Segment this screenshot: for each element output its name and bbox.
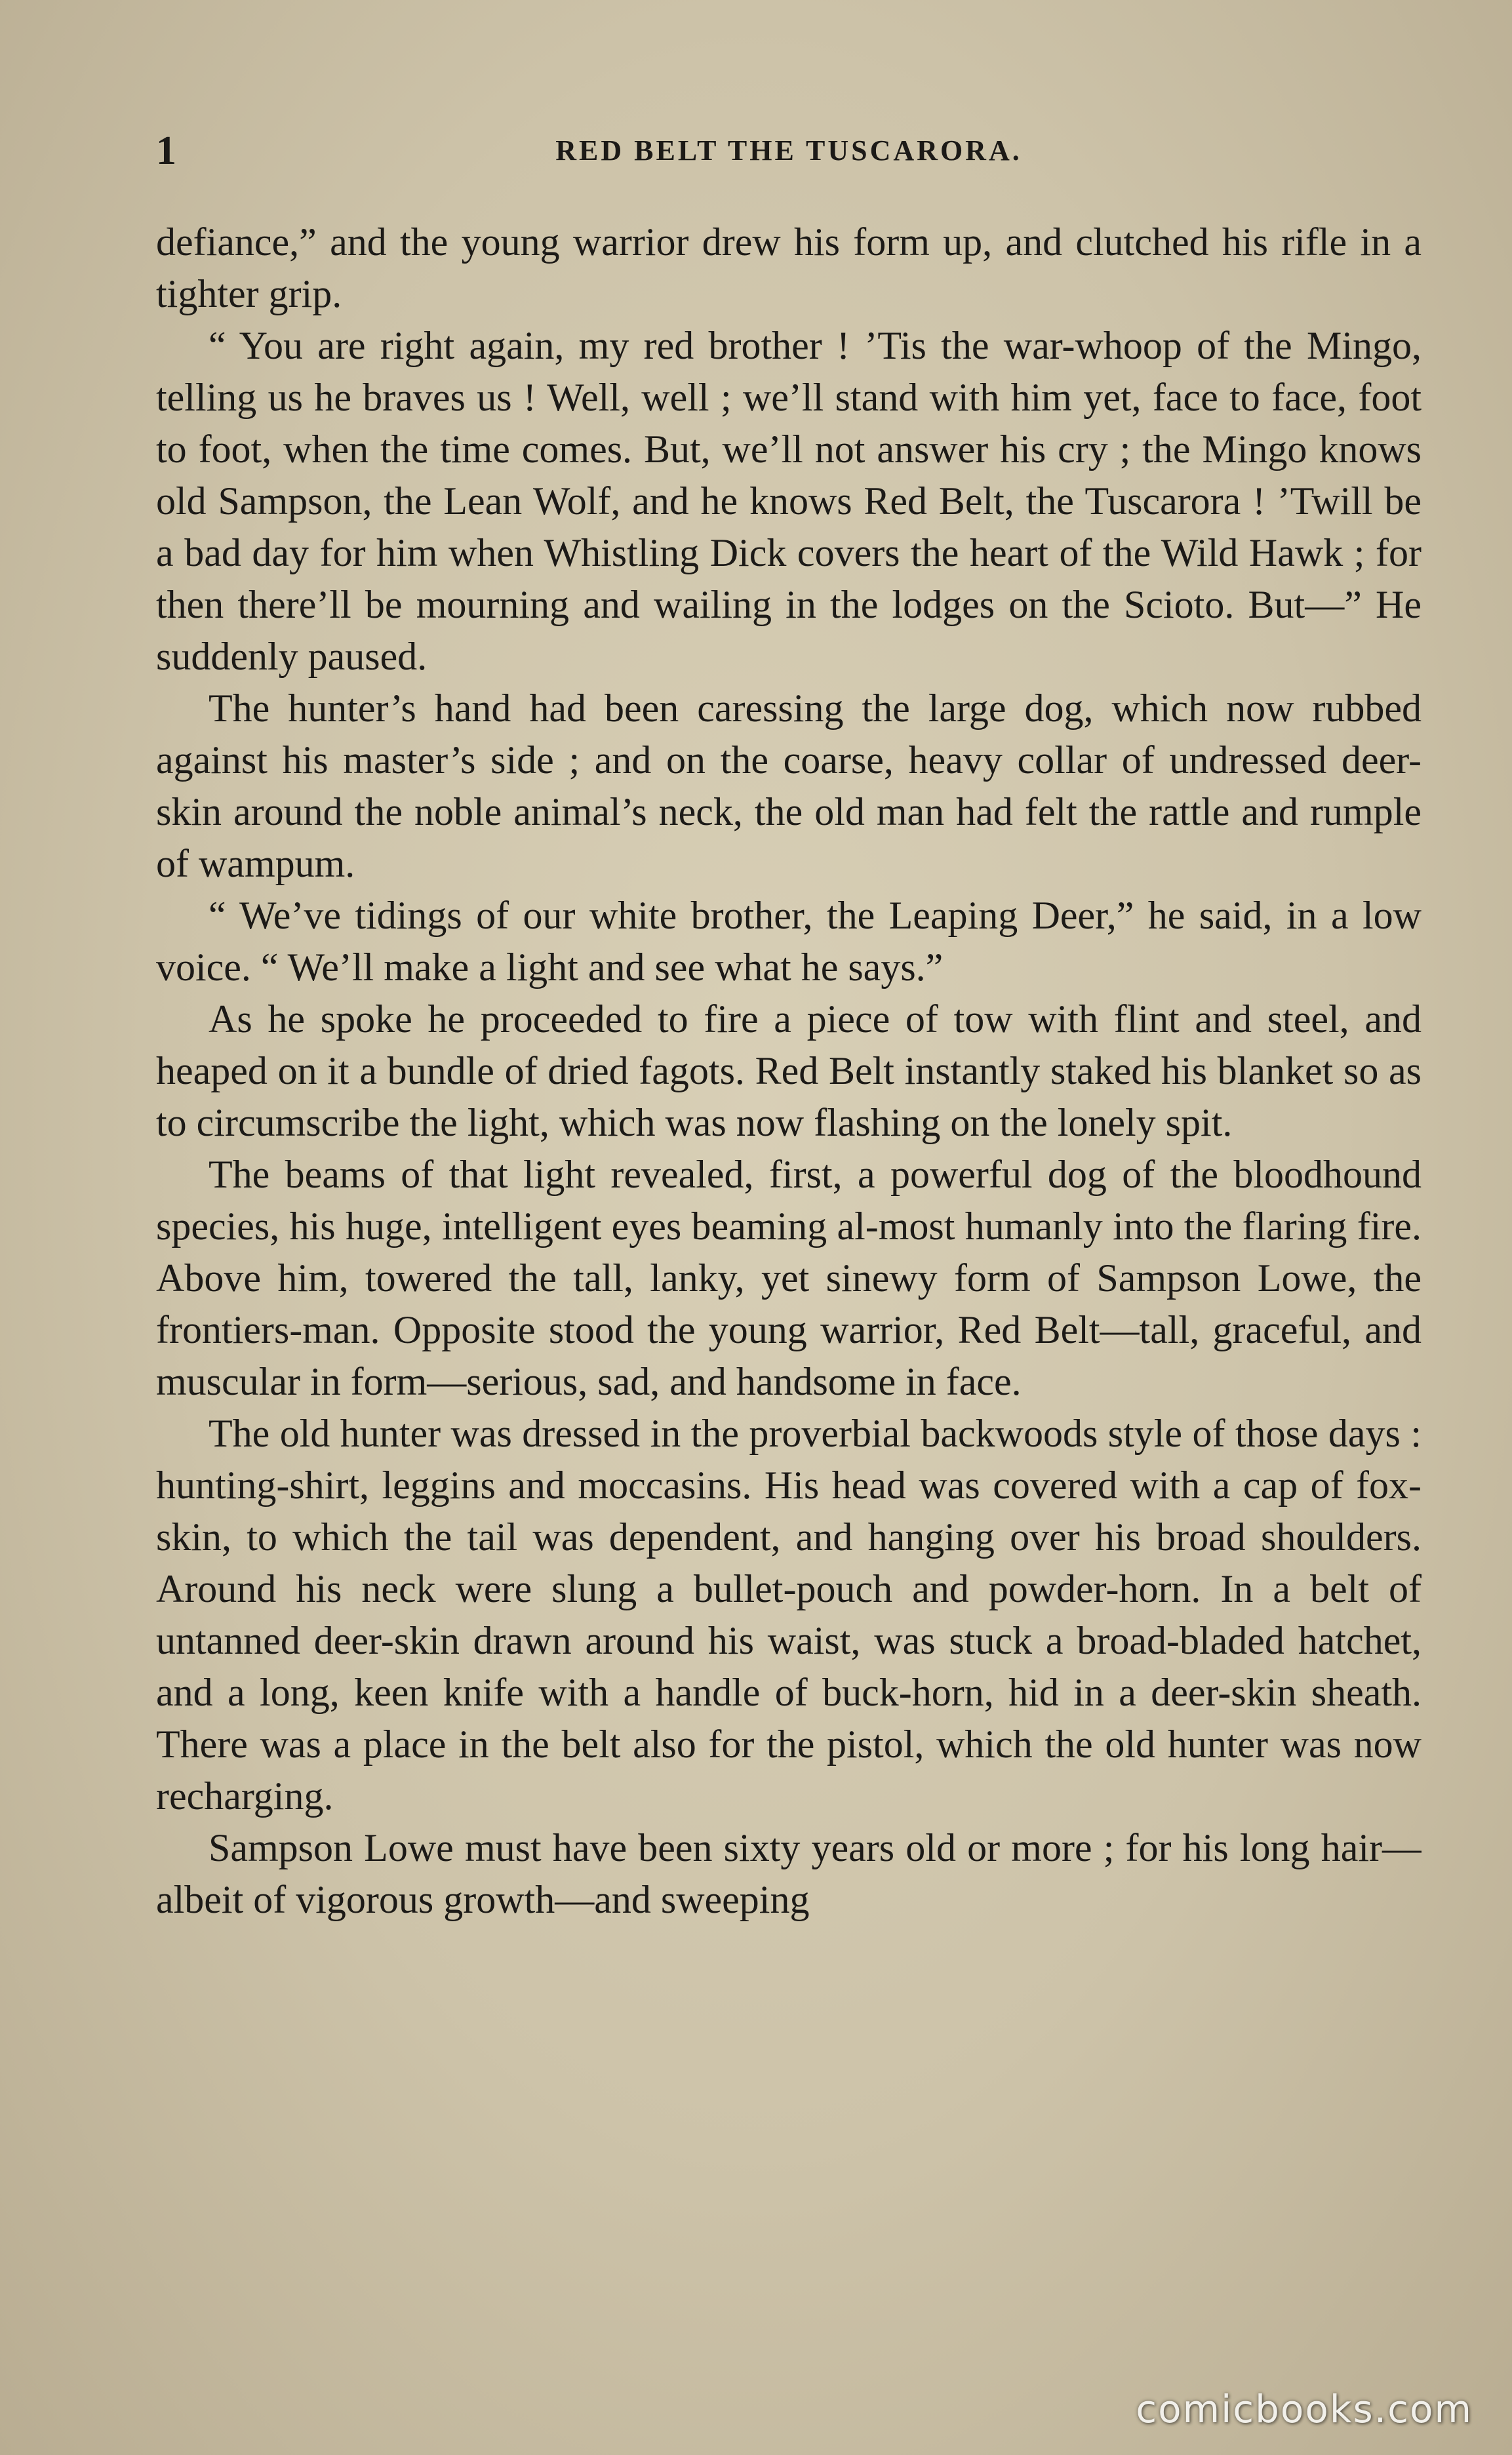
paragraph: The beams of that light revealed, first, a powerful dog of the bloodhound species, his huge, intelligent eyes beaming al-most humanly into the flaring fire. Above him, towered the tall, lanky, yet sinewy form of Sampson Lowe, the frontiers-man. Opposite stood the young warrior, Red Belt—tall, graceful, and muscular in form—serious, sad, and handsome in face. bbox=[156, 1153, 1422, 1403]
paragraph: defiance,” and the young warrior drew his form up, and clutched his rifle in a tighter grip. bbox=[156, 220, 1422, 315]
page-header bbox=[156, 125, 1422, 177]
watermark-text: comicbooks.com bbox=[1136, 2387, 1473, 2431]
paragraph: The hunter’s hand had been caressing the large dog, which now rubbed against his master’s side ; and on the coarse, heavy collar of undressed deer-skin around the noble animal’s neck, the old man had felt the rattle and rumple of wampum. bbox=[156, 687, 1422, 885]
paragraph: The old hunter was dressed in the proverbial backwoods style of those days : hunting-shirt, leggins and moccasins. His head was covered with a cap of fox-skin, to which the tail was dependent, and hanging over his broad shoulders. Around his neck were slung a bullet-pouch and powder-horn. In a belt of untanned deer-skin drawn around his waist, was stuck a broad-bladed hatchet, and a long, keen knife with a handle of buck-horn, hid in a deer-skin sheath. There was a place in the belt also for the pistol, which the old hunter was now recharging. bbox=[156, 1412, 1422, 1818]
paragraph: Sampson Lowe must have been sixty years old or more ; for his long hair—albeit of vigorous growth—and sweeping bbox=[156, 1826, 1422, 1921]
paragraph: “ We’ve tidings of our white brother, the Leaping Deer,” he said, in a low voice. “ We’ll make a light and see what he says.” bbox=[156, 894, 1422, 989]
paragraph: “ You are right again, my red brother ! ’Tis the war-whoop of the Mingo, telling us he braves us ! Well, well ; we’ll stand with him yet, face to face, foot to foot, when the time comes. But, we’ll not answer his cry ; the Mingo knows old Sampson, the Lean Wolf, and he knows Red Belt, the Tuscarora ! ’Twill be a bad day for him when Whistling Dick covers the heart of the Wild Hawk ; for then there’ll be mourning and wailing in the lodges on the Scioto. But—” He suddenly paused. bbox=[156, 324, 1422, 678]
body-text bbox=[156, 216, 1422, 2334]
page-number: 1 bbox=[156, 129, 176, 173]
running-title: RED BELT THE TUSCARORA. bbox=[555, 134, 1022, 167]
paragraph: As he spoke he proceeded to fire a piece of tow with flint and steel, and heaped on it a bundle of dried fagots. Red Belt instantly staked his blanket so as to circumscribe the light, which was now flashing on the lonely spit. bbox=[156, 997, 1422, 1144]
